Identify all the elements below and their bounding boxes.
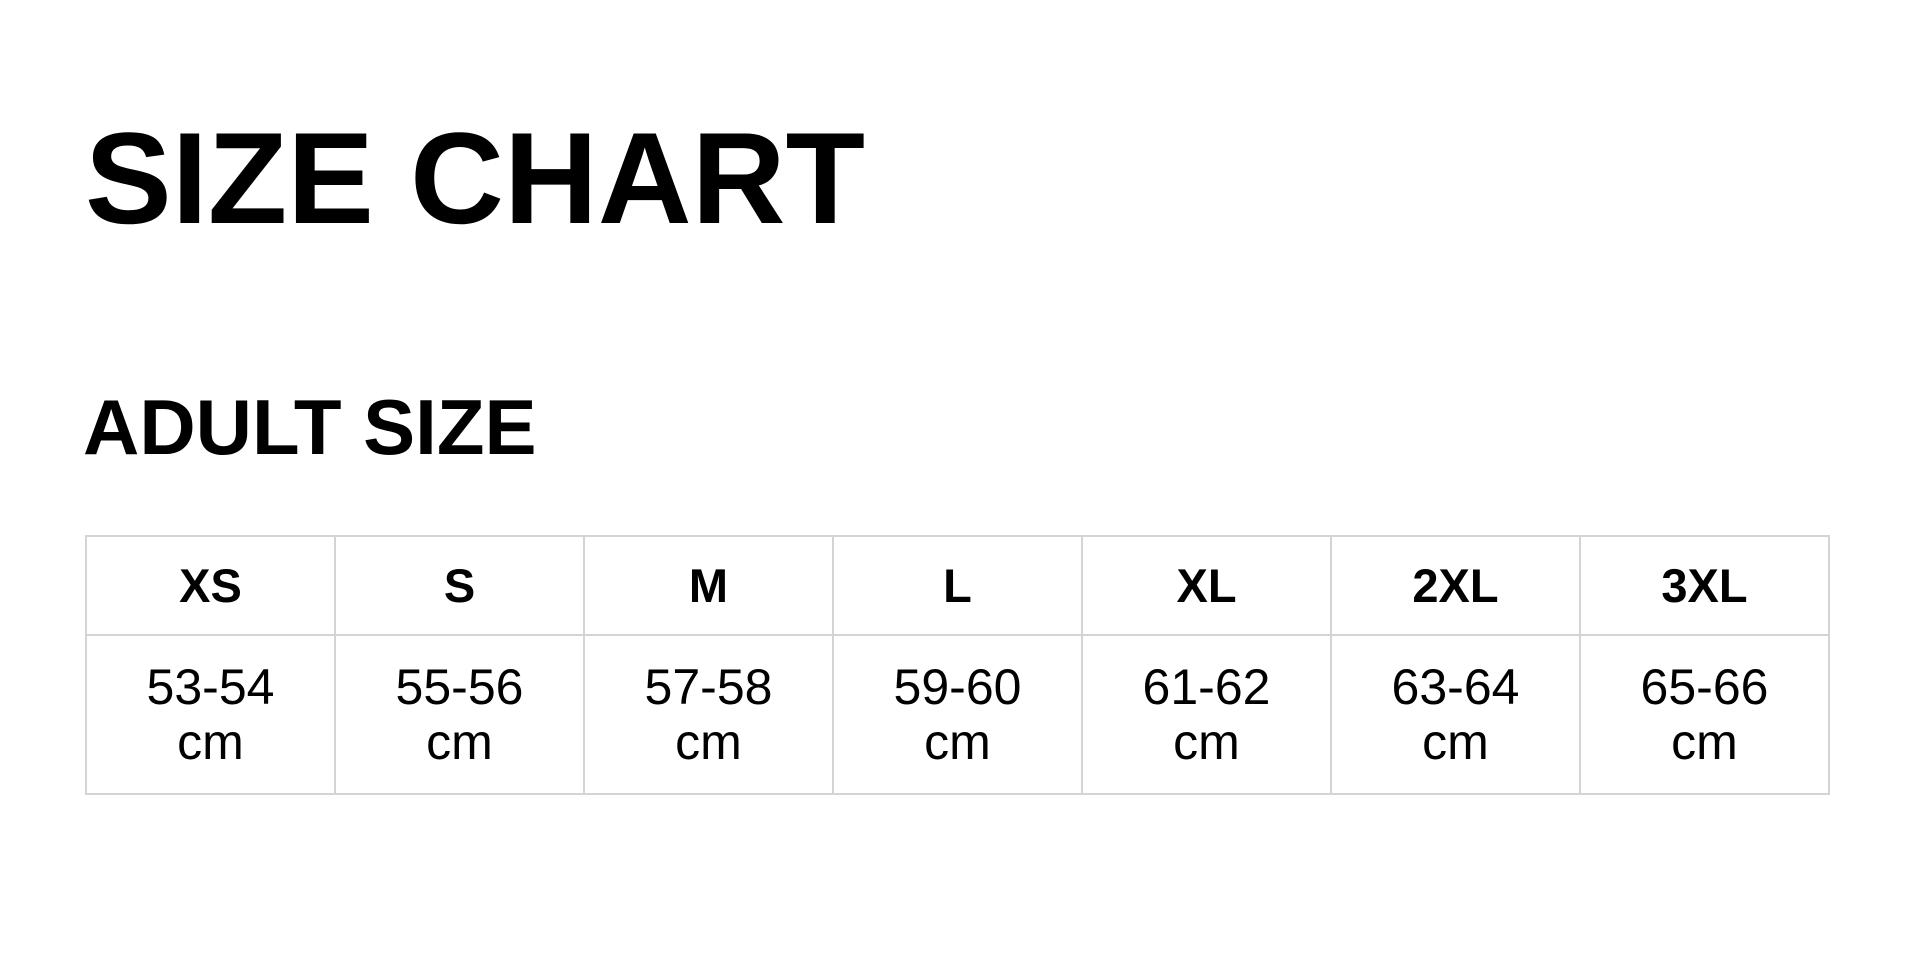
size-header-cell-3xl: 3XL [1580, 536, 1829, 635]
size-header-cell-xs: XS [86, 536, 335, 635]
size-header-cell-xl: XL [1082, 536, 1331, 635]
section-heading-adult-size: ADULT SIZE [83, 383, 537, 471]
page-title: SIZE CHART [85, 105, 865, 251]
size-header-cell-l: L [833, 536, 1082, 635]
size-unit: cm [1671, 713, 1738, 770]
size-value-cell-xs [86, 635, 335, 794]
size-value-cell-3xl [1580, 635, 1829, 794]
size-range: 61-62 [1142, 658, 1271, 715]
size-range: 57-58 [644, 658, 773, 715]
size-table [85, 535, 1830, 795]
size-value-cell-2xl [1331, 635, 1580, 794]
size-header-cell-2xl: 2XL [1331, 536, 1580, 635]
size-value-cell-xl [1082, 635, 1331, 794]
size-unit: cm [426, 713, 493, 770]
size-unit: cm [924, 713, 991, 770]
size-range: 59-60 [893, 658, 1022, 715]
size-table-values-row [86, 635, 1829, 794]
size-unit: cm [675, 713, 742, 770]
size-value-cell-m [584, 635, 833, 794]
size-range: 53-54 [146, 658, 275, 715]
size-value-cell-l [833, 635, 1082, 794]
size-range: 65-66 [1640, 658, 1769, 715]
size-table-body [86, 635, 1829, 794]
size-table-header-row [86, 536, 1829, 635]
size-unit: cm [1422, 713, 1489, 770]
size-range: 55-56 [395, 658, 524, 715]
size-value-cell-s [335, 635, 584, 794]
size-table-header [86, 536, 1829, 635]
size-header-cell-m: M [584, 536, 833, 635]
size-header-cell-s: S [335, 536, 584, 635]
size-unit: cm [177, 713, 244, 770]
size-unit: cm [1173, 713, 1240, 770]
size-range: 63-64 [1391, 658, 1520, 715]
